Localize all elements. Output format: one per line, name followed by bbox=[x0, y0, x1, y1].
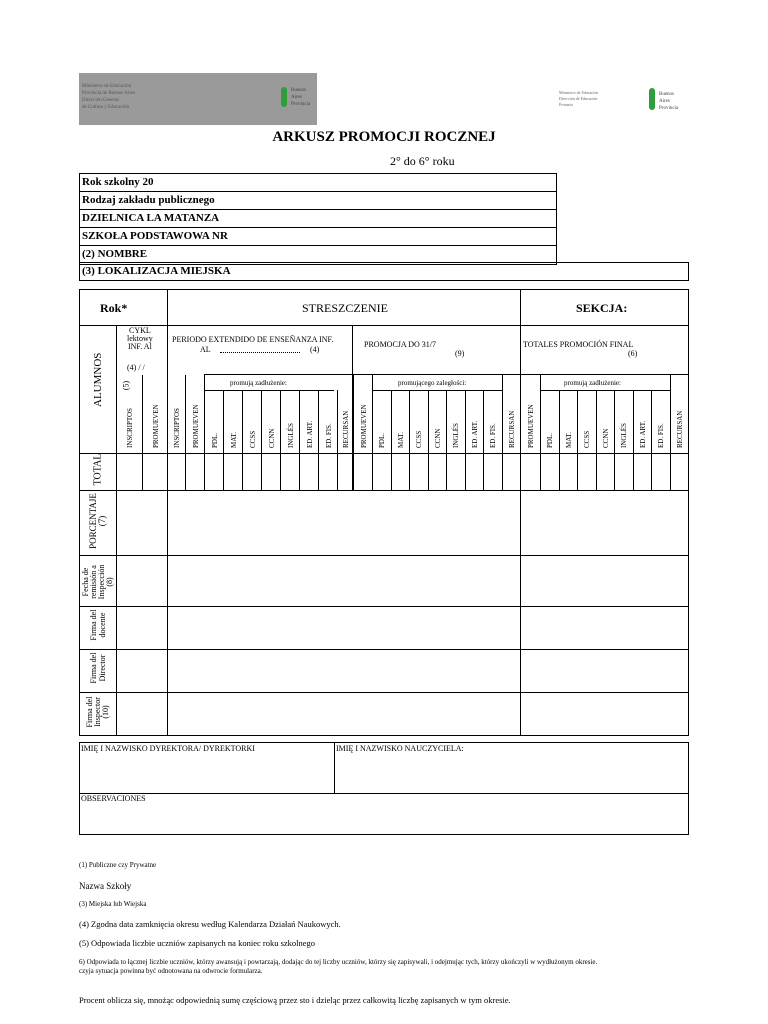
col-subject-a-2: CCSS bbox=[248, 430, 257, 448]
col-subject-c-4: INGLÉS bbox=[620, 423, 629, 448]
row-firma-inspector-label bbox=[86, 682, 110, 742]
row-total-label: TOTAL bbox=[92, 453, 104, 486]
col-inscriptos-ext: INSCRIPTOS bbox=[173, 408, 181, 448]
cykl-date: (4) / / bbox=[127, 363, 145, 372]
row-firma-line: Firma del bbox=[85, 696, 94, 728]
col-subject-c-2: CCSS bbox=[583, 430, 592, 448]
grid-line bbox=[670, 375, 671, 490]
grid-line bbox=[116, 325, 117, 735]
grid-line bbox=[540, 375, 541, 490]
row-firma-line: Director bbox=[98, 654, 107, 682]
grid-line bbox=[520, 290, 521, 735]
director-name-field[interactable]: IMIĘ I NAZWISKO DYREKTORA/ DYREKTORKI bbox=[81, 744, 255, 753]
observaciones-field[interactable]: OBSERVACIONES bbox=[81, 794, 146, 803]
logo-line: Buenos bbox=[659, 92, 674, 97]
col-subject-b-0: PDL. bbox=[378, 433, 387, 448]
group-label-3: promują zadłużenie: bbox=[564, 379, 621, 387]
info-row-name[interactable]: (2) NOMBRE bbox=[82, 248, 148, 260]
col-subject-a-0: PDL. bbox=[210, 433, 219, 448]
cykl-line: CYKL bbox=[129, 326, 151, 335]
grid-line bbox=[80, 453, 688, 454]
grid-line bbox=[242, 390, 243, 490]
grid-line bbox=[446, 390, 447, 490]
logo-line: Buenos bbox=[291, 88, 306, 93]
col-subject-c-3: CCNN bbox=[601, 428, 610, 448]
grid-line bbox=[261, 390, 262, 490]
col-subject-c-6: ED. FIS. bbox=[657, 423, 666, 448]
grid-line bbox=[596, 390, 597, 490]
grid-line bbox=[633, 390, 634, 490]
group-label-2: promującego zaległości: bbox=[398, 379, 467, 387]
promocja-note: (9) bbox=[455, 349, 465, 358]
province-logo-icon bbox=[649, 88, 655, 110]
footnote-6: 6) Odpowiada to łącznej liczbie uczniów, którzy awansują i powtarzają, dodając do tej liczby uczniów, którzy się zapisywali, i odejmując tych, którzy ukończyli w wydłużonym okresie. bbox=[79, 958, 598, 966]
note5-label: (5) bbox=[121, 380, 131, 391]
col-subject-a-4: INGLÉS bbox=[286, 423, 295, 448]
grid-line bbox=[353, 375, 354, 490]
row-porcentaje-line: PORCENTAJE bbox=[88, 493, 98, 549]
row-porcentaje-label bbox=[89, 489, 107, 553]
row-firma-line: docente bbox=[98, 612, 107, 638]
logo-line: Aires bbox=[291, 95, 302, 100]
col-inscriptos: INSCRIPTOS bbox=[126, 408, 134, 448]
group-label-1: promują zadłużenie: bbox=[230, 379, 287, 387]
grid-line bbox=[483, 390, 484, 490]
grid-line bbox=[204, 374, 372, 375]
grid-line bbox=[80, 793, 688, 794]
alumnos-label: ALUMNOS bbox=[92, 352, 104, 407]
footnote-7: Procent oblicza się, mnożąc odpowiednią sumę częściową przez sto i dzieląc przez całkowitą liczbę zapisanych w tym okresie. bbox=[79, 995, 511, 1005]
info-row-establishment-type[interactable]: Rodzaj zakładu publicznego bbox=[80, 192, 556, 210]
grid-line bbox=[80, 555, 688, 556]
cykl-line: lektowy bbox=[127, 334, 153, 343]
grid-line bbox=[334, 743, 335, 793]
banner-line: Dirección General bbox=[82, 98, 119, 103]
col-promueven-b: PROMUEVEN bbox=[360, 404, 368, 448]
grid-line bbox=[337, 390, 338, 490]
grid-line bbox=[409, 390, 410, 490]
grid-line bbox=[502, 375, 503, 490]
logo-line: Provincia bbox=[659, 106, 679, 111]
row-fecha-line: Inspección bbox=[97, 564, 106, 600]
teacher-name-field[interactable]: IMIĘ I NAZWISKO NAUCZYCIELA: bbox=[336, 744, 464, 753]
banner-line: Ministerio de Educación bbox=[82, 84, 132, 89]
logo-line: Aires bbox=[659, 99, 670, 104]
cykl-label bbox=[127, 327, 153, 351]
cykl-line: INF. Al bbox=[127, 342, 152, 351]
header-banner-left bbox=[79, 73, 317, 125]
rok-label: Rok* bbox=[100, 301, 128, 315]
banner-left-text bbox=[82, 83, 182, 111]
banner-line: Provincia de Buenos Aires bbox=[82, 91, 136, 96]
banner-line: de Cultura y Educación bbox=[82, 105, 130, 110]
grid-line bbox=[185, 375, 186, 490]
totales-label: TOTALES PROMOCIÓN FINAL bbox=[523, 340, 634, 349]
grid-line bbox=[651, 390, 652, 490]
grid-line bbox=[428, 390, 429, 490]
totales-note: (6) bbox=[628, 349, 638, 358]
grid-line bbox=[352, 375, 353, 490]
grid-line bbox=[80, 606, 688, 607]
grid-line bbox=[223, 390, 224, 490]
info-row-school-year[interactable]: Rok szkolny 20 bbox=[80, 174, 556, 192]
footnote-5: (5) Odpowiada liczbie uczniów zapisanych na koniec roku szkolnego bbox=[79, 938, 316, 948]
grid-line bbox=[318, 390, 319, 490]
row-firma-line: Firma del bbox=[89, 652, 98, 684]
col-subject-a-3: CCNN bbox=[267, 428, 276, 448]
grid-line bbox=[80, 490, 688, 491]
location-row[interactable]: (3) LOKALIZACJA MIEJSKA bbox=[79, 262, 689, 281]
grid-line bbox=[538, 374, 688, 375]
grid-line bbox=[80, 649, 688, 650]
footnote-4: (4) Zgodna data zamknięcia okresu według Kalendarza Działań Naukowych. bbox=[79, 919, 341, 929]
grid-line bbox=[299, 390, 300, 490]
logo-text bbox=[291, 87, 310, 108]
grid-line bbox=[204, 375, 205, 490]
grid-line bbox=[167, 290, 168, 735]
col-subject-c-1: MAT. bbox=[564, 431, 573, 448]
sekcja-label[interactable]: SEKCJA: bbox=[576, 301, 628, 315]
col-promueven-ext: PROMUEVEN bbox=[191, 404, 200, 448]
school-info-table bbox=[79, 173, 557, 265]
row-firma-line: Inspector bbox=[93, 697, 102, 727]
periodo-date-line[interactable] bbox=[220, 352, 300, 353]
banner-line: Ministerio de Educación bbox=[559, 90, 599, 95]
banner-right-text bbox=[559, 90, 629, 108]
logo-line: Provincia bbox=[291, 102, 311, 107]
col-subject-a-1: MAT. bbox=[229, 431, 238, 448]
col-subject-b-3: CCNN bbox=[433, 428, 442, 448]
grid-line bbox=[80, 325, 688, 326]
grid-line bbox=[577, 390, 578, 490]
row-porcentaje-line: (7) bbox=[97, 515, 107, 527]
banner-line: Dirección de Educación bbox=[559, 96, 598, 101]
col-subject-c-5: ED. ART. bbox=[638, 420, 647, 448]
col-recursan-c: RECURSAN bbox=[675, 410, 684, 448]
info-row-district[interactable]: DZIELNICA LA MATANZA bbox=[80, 210, 556, 228]
grid-line bbox=[80, 692, 688, 693]
footnote-6-cont: czyja sytuacja powinna być odnotowana na odwrocie formularza. bbox=[79, 967, 263, 975]
footnote-1: (1) Publiczne czy Prywatne bbox=[79, 861, 157, 869]
footnote-3: (3) Miejska lub Wiejska bbox=[79, 900, 147, 908]
streszczenie-label: STRESZCZENIE bbox=[302, 301, 388, 315]
grid-line bbox=[614, 390, 615, 490]
col-subject-b-5: ED. ART. bbox=[470, 420, 479, 448]
info-row-school-number[interactable]: SZKOŁA PODSTAWOWA NR bbox=[80, 228, 556, 246]
col-subject-b-6: ED. FIS. bbox=[489, 423, 498, 448]
grid-line bbox=[372, 374, 538, 375]
header-banner-right bbox=[555, 73, 687, 125]
grid-line bbox=[559, 390, 560, 490]
periodo-label: PERIODO EXTENDIDO DE ENSEÑANZA INF. bbox=[172, 335, 334, 344]
promotion-grid bbox=[79, 289, 689, 736]
grid-line bbox=[391, 390, 392, 490]
col-subject-a-6: ED. FIS. bbox=[324, 423, 333, 448]
grid-line bbox=[465, 390, 466, 490]
col-subject-a-5: ED. ART. bbox=[305, 420, 314, 448]
col-subject-c-0: PDL. bbox=[546, 433, 555, 448]
col-promueven-c: PROMUEVEN bbox=[527, 404, 535, 448]
col-promueven: PROMUEVEN bbox=[151, 404, 160, 448]
banner-line: Primaria bbox=[559, 102, 573, 107]
grid-line bbox=[520, 375, 521, 490]
row-fecha-line: Fecha de bbox=[81, 567, 90, 597]
col-subject-b-4: INGLÉS bbox=[452, 423, 461, 448]
col-subject-b-1: MAT. bbox=[396, 431, 405, 448]
logo-text bbox=[659, 91, 678, 112]
periodo-note: (4) bbox=[310, 345, 320, 354]
grid-line bbox=[372, 375, 373, 490]
row-fecha-line: (8) bbox=[105, 577, 114, 587]
grid-line bbox=[142, 375, 143, 490]
page-title: ARKUSZ PROMOCJI ROCZNEJ bbox=[272, 129, 496, 145]
col-recursan-b: RECURSAN bbox=[507, 410, 516, 448]
col-subject-b-2: CCSS bbox=[415, 430, 424, 448]
signature-box bbox=[79, 742, 689, 835]
promocja-label: PROMOCJA DO 31/7 bbox=[364, 340, 437, 349]
row-firma-line: Firma del bbox=[89, 609, 98, 641]
row-fecha-line: remisión a bbox=[89, 565, 98, 599]
periodo-al: AL bbox=[200, 345, 211, 354]
page-subtitle: 2° do 6° roku bbox=[390, 154, 455, 168]
col-recursan-a: RECURSAN bbox=[342, 410, 350, 448]
grid-line bbox=[280, 390, 281, 490]
province-logo-icon bbox=[281, 87, 287, 107]
footnote-2: Nazwa Szkoły bbox=[79, 881, 132, 891]
row-firma-line: (10) bbox=[101, 705, 110, 719]
